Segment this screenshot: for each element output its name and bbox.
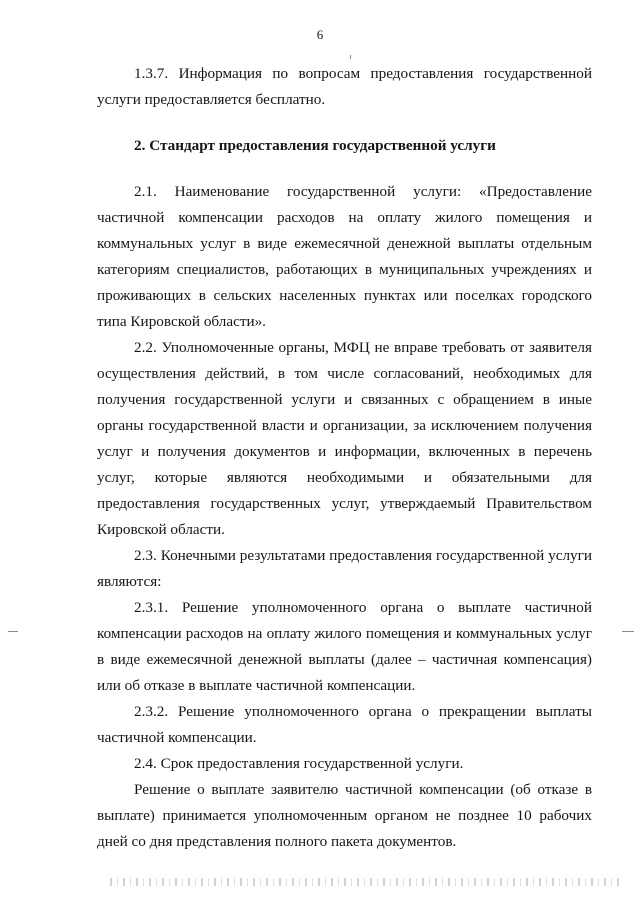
paragraph-2-4: 2.4. Срок предоставления государственной услуги. bbox=[134, 755, 464, 772]
page-number: 6 bbox=[316, 27, 324, 42]
paragraph-1-3-7: 1.3.7. Информация по вопросам предоставления государственной услуги предоставляется бесплатно. bbox=[97, 65, 592, 108]
section-heading-2: 2. Стандарт предоставления государственной услуги bbox=[134, 137, 496, 154]
paragraph-2-1: 2.1. Наименование государственной услуги: «Предоставление частичной компенсации расходов на оплату жилого помещения и коммунальных услуг в виде ежемесячной денежной выплаты отдельным категориям специалистов, работающих в муниципальных учреждениях и проживающих в сельских населенных пунктах или поселках городского типа Кировской области». bbox=[97, 183, 592, 330]
scan-margin-mark-left bbox=[8, 631, 18, 632]
text-block-top bbox=[97, 61, 592, 855]
scan-speck bbox=[350, 55, 351, 59]
paragraph-2-3: 2.3. Конечными результатами предоставления государственной услуги являются: bbox=[97, 547, 592, 590]
paragraph-2-3-2: 2.3.2. Решение уполномоченного органа о прекращении выплаты частичной компенсации. bbox=[97, 703, 592, 746]
paragraph-2-4-text: Решение о выплате заявителю частичной компенсации (об отказе в выплате) принимается уполномоченным органом не позднее 10 рабочих дней со дня представления полного пакета документов. bbox=[97, 781, 592, 850]
paragraph-2-3-1: 2.3.1. Решение уполномоченного органа о выплате частичной компенсации расходов на оплату жилого помещения и коммунальных услуг в виде ежемесячной денежной выплаты (далее – частичная компенсация) или об отказе в выплате частичной компенсации. bbox=[97, 599, 592, 694]
scan-noise-bottom bbox=[110, 878, 620, 886]
paragraph-2-2: 2.2. Уполномоченные органы, МФЦ не вправе требовать от заявителя осуществления действий, в том числе согласований, необходимых для получения государственной услуги и связанных с обращением в иные органы государственной власти и организации, за исключением получения услуг и получения документов и информации, включенных в перечень услуг, которые являются необходимыми и обязательными для предоставления государственных услуг, утверждаемый Правительством Кировской области. bbox=[97, 339, 592, 538]
scan-margin-mark-right bbox=[622, 631, 634, 632]
